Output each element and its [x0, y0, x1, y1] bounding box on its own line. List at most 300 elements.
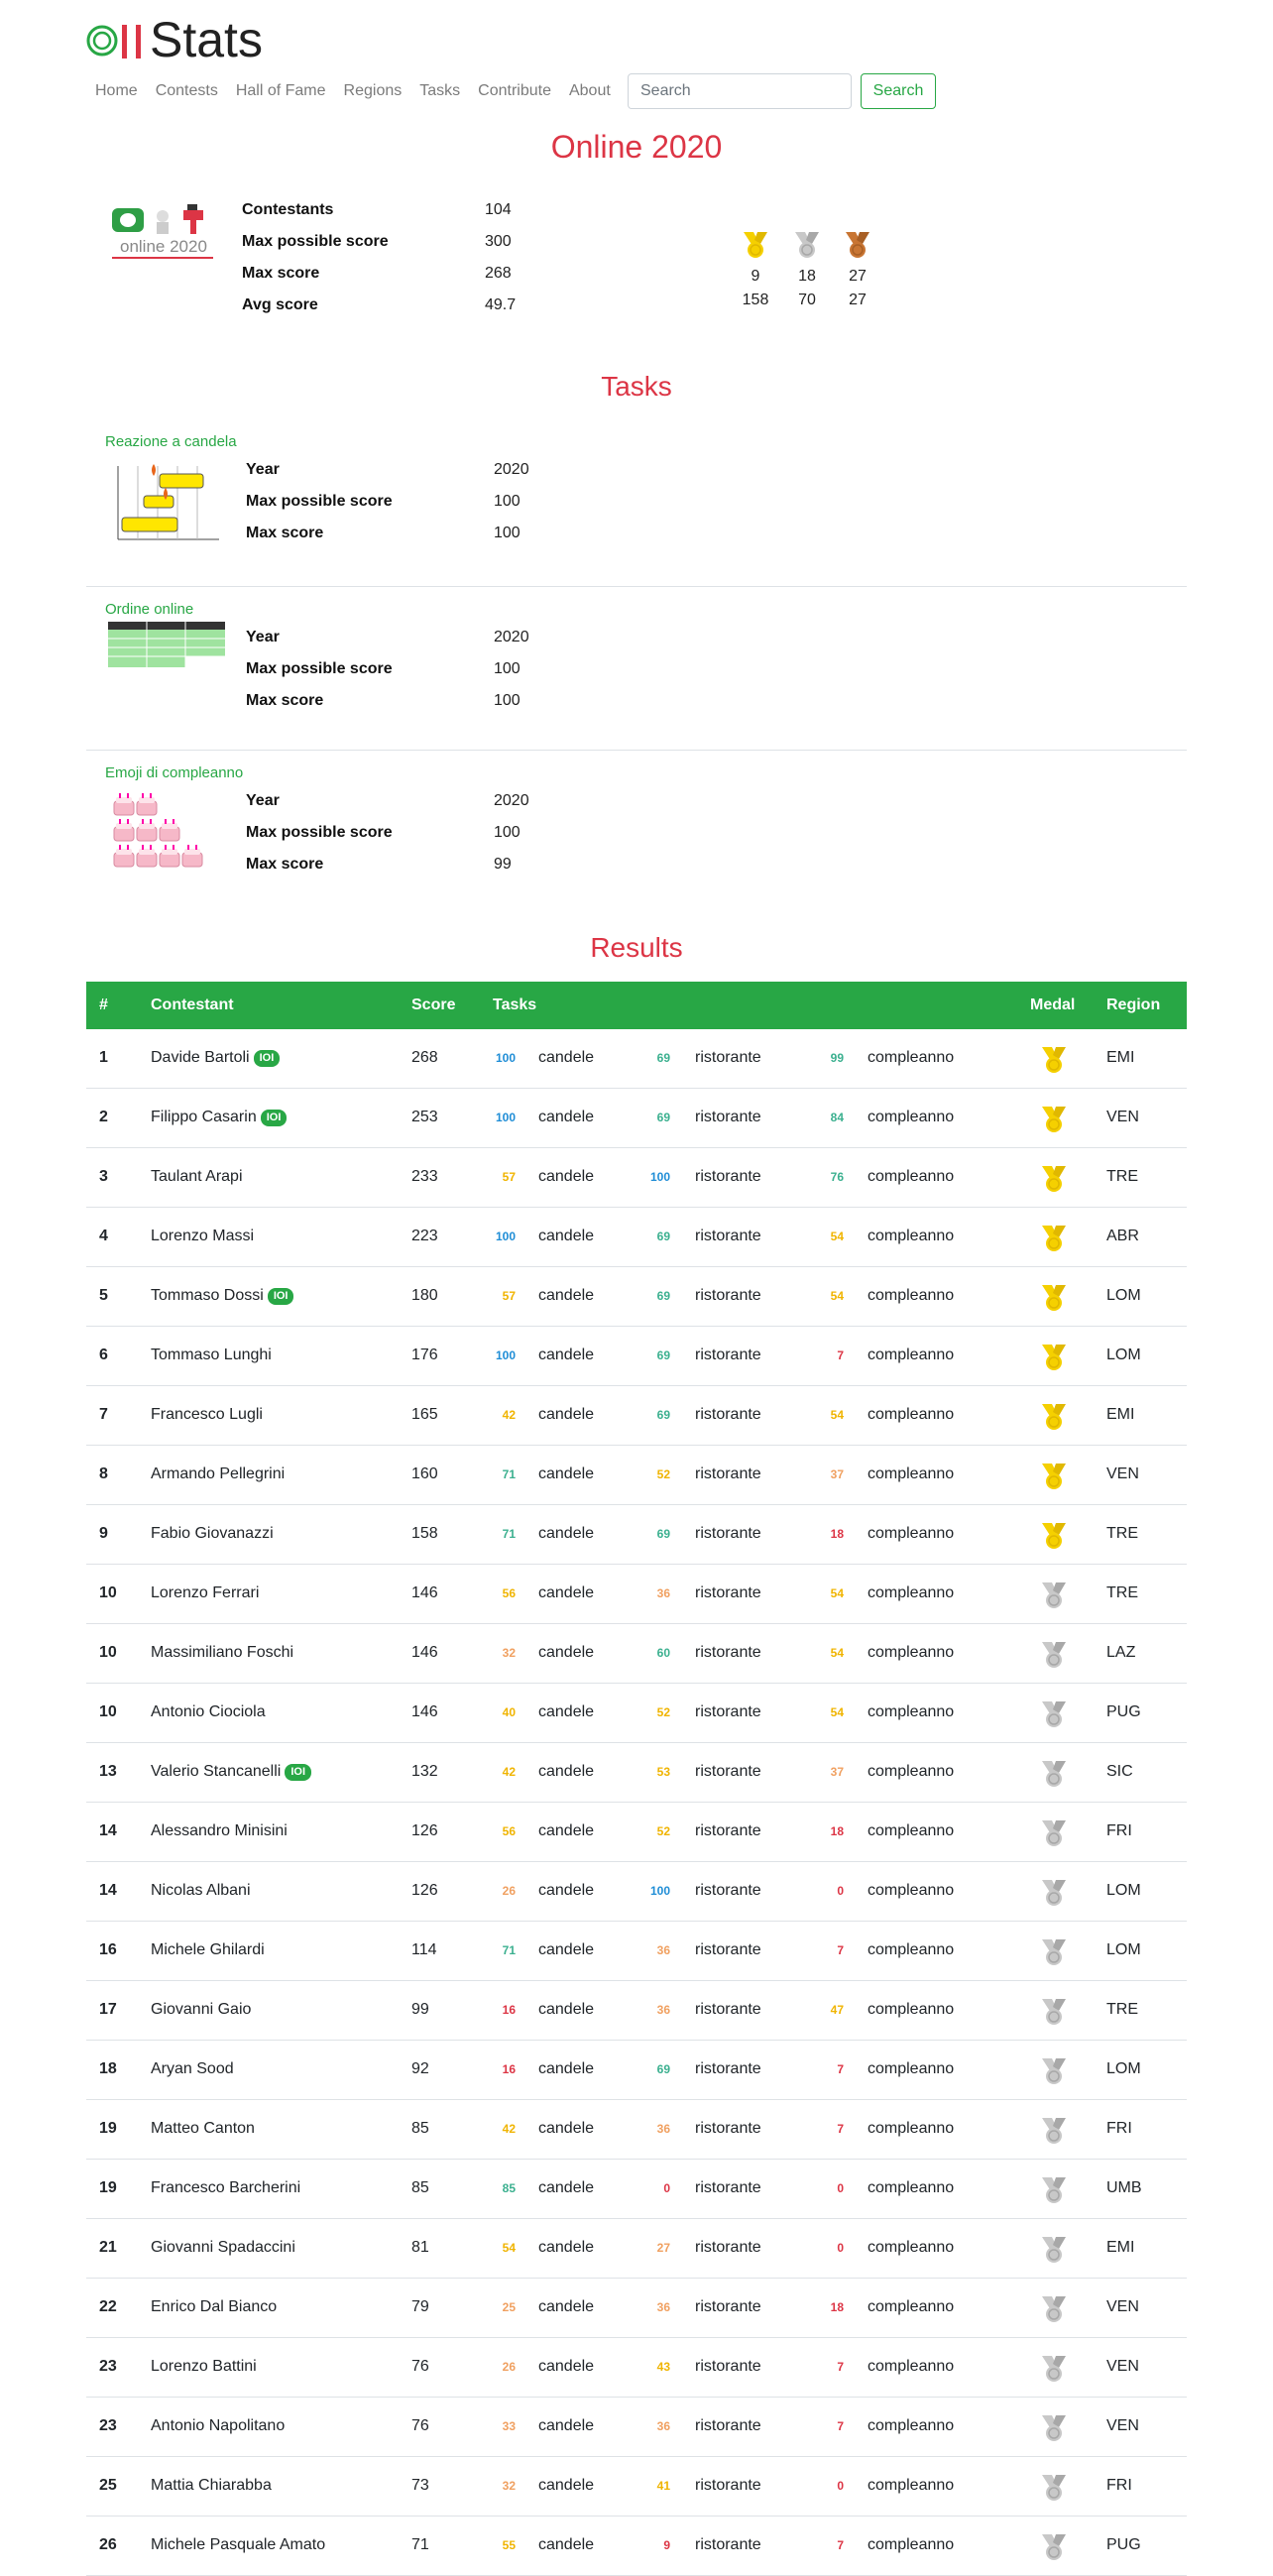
info-value: 2020	[494, 461, 529, 478]
region-cell: PUG	[1106, 2536, 1141, 2553]
task-name-link[interactable]: candele	[538, 1406, 595, 1423]
contestant-cell	[151, 1386, 263, 1444]
table-row	[86, 1981, 1187, 2041]
results-table	[86, 982, 1187, 2576]
task-name-link[interactable]: compleanno	[868, 2477, 955, 2494]
rank-cell: 17	[99, 2001, 117, 2018]
header-score: Score	[411, 996, 456, 1013]
table-row	[86, 1684, 1187, 1743]
contestant-link[interactable]: Giovanni Gaio	[151, 2001, 252, 2018]
task-score: 7	[837, 1348, 844, 1362]
task-name-link[interactable]: compleanno	[868, 1287, 955, 1304]
task-name-link[interactable]: candele	[538, 2358, 595, 2375]
contestant-link[interactable]: Aryan Sood	[151, 2060, 234, 2077]
task-score: 54	[830, 1586, 844, 1600]
task-score: 40	[502, 1705, 516, 1719]
rank-cell: 8	[99, 1465, 108, 1482]
score-cell: 268	[411, 1049, 438, 1066]
contestant-link[interactable]: Tommaso Lunghi	[151, 1347, 272, 1363]
ioi-badge: IOI	[261, 1110, 288, 1126]
task-name-link[interactable]: ristorante	[695, 1406, 761, 1423]
info-row	[246, 486, 529, 518]
contestant-cell	[151, 2041, 234, 2098]
contestant-link[interactable]: Antonio Napolitano	[151, 2417, 286, 2434]
region-cell: LAZ	[1106, 1644, 1136, 1661]
task-name-link[interactable]: candele	[538, 1049, 595, 1066]
info-row	[246, 518, 529, 549]
task-score: 100	[495, 1348, 516, 1362]
task-name-link[interactable]: compleanno	[868, 1347, 955, 1363]
contestant-link[interactable]: Filippo Casarin	[151, 1109, 257, 1125]
task-name-link[interactable]: compleanno	[868, 2298, 955, 2315]
task-name-link[interactable]: candele	[538, 2477, 595, 2494]
task-name-link[interactable]: candele	[538, 1228, 595, 1244]
task-name-link[interactable]: compleanno	[868, 2239, 955, 2256]
task-name-link[interactable]: compleanno	[868, 1644, 955, 1661]
brand-name: Stats	[150, 12, 263, 67]
task-name-link[interactable]: compleanno	[868, 1168, 955, 1185]
silver-medal-cutoff: 70	[798, 292, 816, 308]
task-name-link[interactable]: candele	[538, 1822, 595, 1839]
gold-medal-icon	[1038, 1460, 1070, 1491]
task-name-link[interactable]: compleanno	[868, 1525, 955, 1542]
task-name-link[interactable]: ristorante	[695, 1584, 761, 1601]
task-name-link[interactable]: ristorante	[695, 2358, 761, 2375]
task-image-birthday-cakes[interactable]	[108, 785, 225, 884]
task-name-link[interactable]: ristorante	[695, 1763, 761, 1780]
info-key: Avg score	[242, 296, 318, 313]
task-name-link[interactable]: candele	[538, 1763, 595, 1780]
rank-cell: 10	[99, 1644, 117, 1661]
task-name-link[interactable]: candele	[538, 1584, 595, 1601]
task-name-link[interactable]: compleanno	[868, 1109, 955, 1125]
score-cell: 85	[411, 2120, 429, 2137]
contestant-link[interactable]: Valerio Stancanelli	[151, 1763, 282, 1780]
nav-about[interactable]: About	[568, 82, 611, 99]
task-name-link[interactable]: candele	[538, 2179, 595, 2196]
table-row	[86, 1922, 1187, 1981]
task-name-link[interactable]: compleanno	[868, 1465, 955, 1482]
task-score: 69	[656, 1527, 670, 1541]
region-cell: LOM	[1106, 2060, 1141, 2077]
table-row	[86, 2338, 1187, 2398]
task-name-link[interactable]: candele	[538, 1168, 595, 1185]
task-name-link[interactable]: ristorante	[695, 1703, 761, 1720]
rank-cell: 22	[99, 2298, 117, 2315]
info-row	[242, 194, 516, 226]
task-name-link[interactable]: ristorante	[695, 2536, 761, 2553]
contestant-link[interactable]: Mattia Chiarabba	[151, 2477, 272, 2494]
table-row	[86, 1029, 1187, 1089]
region-cell: EMI	[1106, 2239, 1135, 2256]
results-body	[86, 1029, 1187, 2576]
score-cell: 233	[411, 1168, 438, 1185]
task-name-link[interactable]: candele	[538, 2120, 595, 2137]
region-cell: VEN	[1106, 2417, 1139, 2434]
task-score: 7	[837, 2122, 844, 2136]
task-score: 0	[837, 1884, 844, 1898]
rank-cell: 14	[99, 1822, 117, 1839]
contestant-link[interactable]: Taulant Arapi	[151, 1168, 243, 1185]
table-row	[86, 2041, 1187, 2100]
task-score: 25	[502, 2300, 516, 2314]
gold-medal-icon	[1038, 1162, 1070, 1194]
task-name-link[interactable]: ristorante	[695, 1525, 761, 1542]
task-name-link[interactable]: ristorante	[695, 1822, 761, 1839]
region-cell: TRE	[1106, 1525, 1138, 1542]
info-row	[246, 622, 529, 653]
task-name-link[interactable]: compleanno	[868, 2417, 955, 2434]
task-info-table	[246, 785, 529, 880]
task-name-link[interactable]: compleanno	[868, 1228, 955, 1244]
nav-hall-of-fame[interactable]: Hall of Fame	[235, 82, 326, 99]
task-name-link[interactable]: ristorante	[695, 2001, 761, 2018]
task-name-link[interactable]: ristorante	[695, 1465, 761, 1482]
rank-cell: 5	[99, 1287, 108, 1304]
contest-info-table	[242, 194, 516, 321]
task-score: 57	[502, 1289, 516, 1303]
task-name-link[interactable]: candele	[538, 1525, 595, 1542]
rank-cell: 3	[99, 1168, 108, 1185]
task-name-link[interactable]: ristorante	[695, 1168, 761, 1185]
nav-regions[interactable]: Regions	[343, 82, 403, 99]
contest-logo-text: online 2020	[120, 237, 207, 256]
info-value: 2020	[494, 629, 529, 645]
contestant-cell	[151, 1684, 266, 1741]
task-name-link[interactable]: candele	[538, 1287, 595, 1304]
region-cell: FRI	[1106, 1822, 1132, 1839]
task-score: 26	[502, 1884, 516, 1898]
bronze-medal-count: 27	[849, 268, 867, 285]
score-cell: 165	[411, 1406, 438, 1423]
region-cell: PUG	[1106, 1703, 1141, 1720]
task-name-link[interactable]: ristorante	[695, 1228, 761, 1244]
info-value: 300	[485, 233, 512, 250]
task-name-link[interactable]: ristorante	[695, 1882, 761, 1899]
table-row	[86, 1624, 1187, 1684]
region-cell: ABR	[1106, 1228, 1139, 1244]
task-name-link[interactable]: compleanno	[868, 1822, 955, 1839]
task-score: 42	[502, 2122, 516, 2136]
task-divider	[86, 586, 1187, 587]
score-cell: 132	[411, 1763, 438, 1780]
task-name-link[interactable]: candele	[538, 2417, 595, 2434]
task-score: 41	[656, 2479, 670, 2493]
table-row	[86, 2398, 1187, 2457]
region-cell: VEN	[1106, 1109, 1139, 1125]
silver-medal-icon	[1038, 2114, 1070, 2146]
info-key: Year	[246, 461, 280, 478]
task-score: 26	[502, 2360, 516, 2374]
bronze-medal-cutoff: 27	[849, 292, 867, 308]
task-link[interactable]: Ordine online	[105, 601, 194, 618]
task-score: 7	[837, 2062, 844, 2076]
task-score: 84	[830, 1111, 844, 1124]
table-row	[86, 1505, 1187, 1565]
task-name-link[interactable]: ristorante	[695, 2120, 761, 2137]
contestant-link[interactable]: Matteo Canton	[151, 2120, 255, 2137]
info-row	[246, 454, 529, 486]
task-name-link[interactable]: ristorante	[695, 1109, 761, 1125]
task-name-link[interactable]: compleanno	[868, 1703, 955, 1720]
score-cell: 114	[411, 1941, 437, 1958]
header-rank: #	[99, 996, 108, 1013]
gold-medal-count: 9	[751, 268, 760, 285]
bronze-medal-icon	[842, 228, 873, 260]
task-name-link[interactable]: compleanno	[868, 2358, 955, 2375]
silver-medal-icon	[1038, 1816, 1070, 1848]
gold-medal-icon	[1038, 1103, 1070, 1134]
task-name-link[interactable]: compleanno	[868, 2120, 955, 2137]
tasks-section-title: Tasks	[601, 371, 672, 402]
search-button[interactable]: Search	[861, 73, 936, 109]
gold-medal-icon	[740, 228, 771, 260]
task-score: 9	[663, 2538, 670, 2552]
task-name-link[interactable]: candele	[538, 1644, 595, 1661]
oii-logo-icon	[86, 15, 150, 64]
task-score: 69	[656, 2062, 670, 2076]
contestant-link[interactable]: Lorenzo Battini	[151, 2358, 257, 2375]
region-cell: LOM	[1106, 1287, 1141, 1304]
task-name-link[interactable]: ristorante	[695, 1347, 761, 1363]
info-row	[246, 653, 529, 685]
contestant-link[interactable]: Fabio Giovanazzi	[151, 1525, 274, 1542]
contestant-cell	[151, 1803, 288, 1860]
task-score: 54	[830, 1408, 844, 1422]
silver-medal-icon	[1038, 2530, 1070, 2562]
task-name-link[interactable]: ristorante	[695, 2417, 761, 2434]
contestant-cell	[151, 1446, 285, 1503]
info-row	[246, 849, 529, 880]
silver-medal-icon	[1038, 1698, 1070, 1729]
task-score: 60	[656, 1646, 670, 1660]
nav-contribute[interactable]: Contribute	[478, 82, 551, 99]
score-cell: 76	[411, 2358, 429, 2375]
task-name-link[interactable]: ristorante	[695, 2179, 761, 2196]
rank-cell: 9	[99, 1525, 108, 1542]
rank-cell: 19	[99, 2179, 117, 2196]
region-cell: VEN	[1106, 2358, 1139, 2375]
info-key: Max score	[246, 856, 324, 873]
rank-cell: 26	[99, 2536, 117, 2553]
info-value: 268	[485, 265, 512, 282]
task-name-link[interactable]: compleanno	[868, 1763, 955, 1780]
task-name-link[interactable]: candele	[538, 2536, 595, 2553]
score-cell: 99	[411, 2001, 429, 2018]
task-score: 7	[837, 2360, 844, 2374]
task-link[interactable]: Reazione a candela	[105, 433, 237, 450]
task-name-link[interactable]: ristorante	[695, 1287, 761, 1304]
region-cell: TRE	[1106, 1584, 1138, 1601]
contestant-link[interactable]: Enrico Dal Bianco	[151, 2298, 278, 2315]
task-score: 69	[656, 1408, 670, 1422]
search-input[interactable]	[628, 73, 852, 109]
task-name-link[interactable]: compleanno	[868, 1049, 955, 1066]
task-name-link[interactable]: candele	[538, 2298, 595, 2315]
contestant-link[interactable]: Francesco Barcherini	[151, 2179, 301, 2196]
rank-cell: 14	[99, 1882, 117, 1899]
region-cell: LOM	[1106, 1347, 1141, 1363]
contestant-cell	[151, 2457, 272, 2515]
rank-cell: 23	[99, 2358, 117, 2375]
gold-medal-icon	[1038, 1043, 1070, 1075]
task-score: 54	[830, 1289, 844, 1303]
task-name-link[interactable]: candele	[538, 2001, 595, 2018]
task-score: 37	[830, 1467, 844, 1481]
task-item	[86, 763, 1187, 902]
info-key: Max possible score	[246, 824, 393, 841]
contestant-link[interactable]: Antonio Ciociola	[151, 1703, 266, 1720]
rank-cell: 2	[99, 1109, 108, 1125]
task-name-link[interactable]: ristorante	[695, 1644, 761, 1661]
contestant-link[interactable]: Lorenzo Ferrari	[151, 1584, 260, 1601]
task-name-link[interactable]: candele	[538, 1347, 595, 1363]
info-key: Max score	[246, 525, 324, 541]
task-name-link[interactable]: ristorante	[695, 2298, 761, 2315]
task-name-link[interactable]: compleanno	[868, 2536, 955, 2553]
contestant-link[interactable]: Nicolas Albani	[151, 1882, 251, 1899]
contestant-cell	[151, 2160, 300, 2217]
contestant-link[interactable]: Armando Pellegrini	[151, 1465, 286, 1482]
contestant-link[interactable]: Lorenzo Massi	[151, 1228, 255, 1244]
info-row	[246, 785, 529, 817]
task-score: 54	[502, 2241, 516, 2255]
task-name-link[interactable]: compleanno	[868, 1584, 955, 1601]
contestant-link[interactable]: Giovanni Spadaccini	[151, 2239, 295, 2256]
score-cell: 126	[411, 1822, 438, 1839]
info-row	[242, 290, 516, 321]
silver-medal-icon	[1038, 2233, 1070, 2265]
task-score: 7	[837, 1943, 844, 1957]
task-score: 54	[830, 1229, 844, 1243]
header-region: Region	[1106, 996, 1161, 1013]
contestant-link[interactable]: Francesco Lugli	[151, 1406, 263, 1423]
task-name-link[interactable]: compleanno	[868, 1882, 955, 1899]
contestant-cell	[151, 1208, 254, 1265]
task-score: 0	[663, 2181, 670, 2195]
task-score: 43	[656, 2360, 670, 2374]
info-value: 100	[494, 824, 521, 841]
task-score: 54	[830, 1705, 844, 1719]
task-name-link[interactable]: ristorante	[695, 1941, 761, 1958]
task-score: 7	[837, 2538, 844, 2552]
task-name-link[interactable]: ristorante	[695, 2477, 761, 2494]
task-name-link[interactable]: ristorante	[695, 2239, 761, 2256]
task-score: 16	[502, 2062, 516, 2076]
contestant-cell	[151, 1743, 311, 1801]
task-name-link[interactable]: ristorante	[695, 1049, 761, 1066]
task-link[interactable]: Emoji di compleanno	[105, 764, 244, 781]
info-value: 2020	[494, 792, 529, 809]
table-row	[86, 1803, 1187, 1862]
task-score: 36	[656, 1586, 670, 1600]
info-row	[242, 258, 516, 290]
task-name-link[interactable]: candele	[538, 1465, 595, 1482]
task-score: 69	[656, 1229, 670, 1243]
task-name-link[interactable]: compleanno	[868, 2179, 955, 2196]
nav-home[interactable]: Home	[95, 82, 138, 99]
contestant-link[interactable]: Davide Bartoli	[151, 1049, 250, 1066]
silver-medal-icon	[1038, 2352, 1070, 2384]
region-cell: TRE	[1106, 1168, 1138, 1185]
score-cell: 223	[411, 1228, 438, 1244]
contestant-link[interactable]: Massimiliano Foschi	[151, 1644, 294, 1661]
task-name-link[interactable]: candele	[538, 1109, 595, 1125]
task-score: 7	[837, 2419, 844, 2433]
silver-medal-icon	[1038, 2173, 1070, 2205]
contestant-link[interactable]: Tommaso Dossi	[151, 1287, 264, 1304]
info-value: 99	[494, 856, 512, 873]
region-cell: EMI	[1106, 1406, 1135, 1423]
contest-logo-icon	[108, 196, 217, 260]
table-row	[86, 1148, 1187, 1208]
task-score: 76	[830, 1170, 844, 1184]
task-item	[86, 432, 1187, 587]
task-name-link[interactable]: compleanno	[868, 2001, 955, 2018]
task-name-link[interactable]: ristorante	[695, 2060, 761, 2077]
task-score: 36	[656, 2300, 670, 2314]
table-row	[86, 1089, 1187, 1148]
task-image-candles[interactable]	[108, 454, 225, 553]
score-cell: 81	[411, 2239, 429, 2256]
rank-cell: 10	[99, 1703, 117, 1720]
task-name-link[interactable]: candele	[538, 1941, 595, 1958]
bronze-medal-summary	[833, 228, 882, 312]
task-name-link[interactable]: candele	[538, 2060, 595, 2077]
contestant-link[interactable]: Michele Ghilardi	[151, 1941, 265, 1958]
task-score: 69	[656, 1111, 670, 1124]
contestant-link[interactable]: Michele Pasquale Amato	[151, 2536, 326, 2553]
task-name-link[interactable]: candele	[538, 1703, 595, 1720]
info-row	[242, 226, 516, 258]
table-row	[86, 1565, 1187, 1624]
region-cell: TRE	[1106, 2001, 1138, 2018]
gold-medal-cutoff: 158	[742, 292, 769, 308]
task-score: 100	[495, 1051, 516, 1065]
contestant-cell	[151, 1922, 265, 1979]
task-name-link[interactable]: candele	[538, 2239, 595, 2256]
table-row	[86, 1327, 1187, 1386]
rank-cell: 16	[99, 1941, 117, 1958]
region-cell: EMI	[1106, 1049, 1135, 1066]
task-name-link[interactable]: compleanno	[868, 1406, 955, 1423]
task-name-link[interactable]: compleanno	[868, 1941, 955, 1958]
info-value: 104	[485, 201, 512, 218]
nav-tasks[interactable]: Tasks	[419, 82, 461, 99]
task-image-order-table[interactable]	[108, 622, 225, 667]
task-name-link[interactable]: compleanno	[868, 2060, 955, 2077]
task-name-link[interactable]: candele	[538, 1882, 595, 1899]
results-header	[86, 982, 1187, 1029]
table-row	[86, 1862, 1187, 1922]
info-value: 100	[494, 660, 521, 677]
task-score: 85	[502, 2181, 516, 2195]
contestant-cell	[151, 1862, 251, 1920]
results-section-title: Results	[590, 932, 683, 963]
contestant-link[interactable]: Alessandro Minisini	[151, 1822, 288, 1839]
table-row	[86, 2100, 1187, 2160]
ioi-badge: IOI	[268, 1288, 294, 1305]
task-score: 18	[830, 1824, 844, 1838]
task-score: 32	[502, 2479, 516, 2493]
silver-medal-icon	[1038, 1876, 1070, 1908]
region-cell: LOM	[1106, 1882, 1141, 1899]
rank-cell: 23	[99, 2417, 117, 2434]
site-logo[interactable]	[86, 12, 263, 67]
nav-contests[interactable]: Contests	[155, 82, 218, 99]
task-item	[86, 600, 1187, 749]
task-score: 52	[656, 1824, 670, 1838]
